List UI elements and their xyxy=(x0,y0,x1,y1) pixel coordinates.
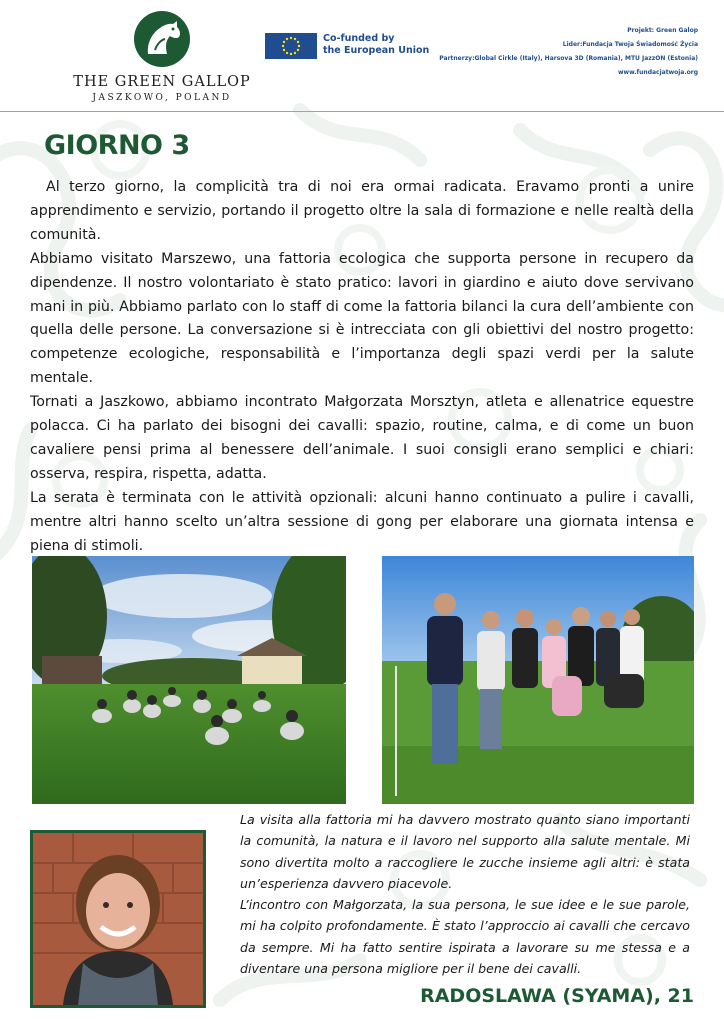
horse-logo-icon xyxy=(133,10,191,68)
paragraph: Abbiamo visitato Marszewo, una fattoria ecologica che supporta persone in recupero da dipendenze. Il nostro volontariato è stato pratico: lavori in giardino e aiuto dove servivano mani in più. Abbiamo parlato con lo staff di come la fattoria bilanci la cura dell’ambiente con quella delle persone. La conversazione si è intrecciata con gli obiettivi del nostro progetto: competenze ecologiche, responsabilità e l’importanza degli spazi verdi per la salute mentale. xyxy=(30,250,694,387)
author-portrait xyxy=(30,830,206,1008)
page-title: GIORNO 3 xyxy=(44,130,190,161)
website-link[interactable]: www.fundacjatwoja.org xyxy=(618,69,698,76)
page-header xyxy=(0,0,724,112)
group-outdoor-photo xyxy=(382,556,694,804)
testimonial-paragraph: L’incontro con Małgorzata, la sua persona, le sue idee e le sue parole, mi ha colpito profondamente. È stato l’approccio ai cavalli che cercavo da sempre. Mi ha fatto sentire ispirata a lavorare su me stessa e a diventare una persona migliore per il bene dei cavalli. xyxy=(240,897,690,977)
project-info xyxy=(398,24,698,80)
brand-location: JASZKOWO, POLAND xyxy=(92,93,232,103)
paragraph: La serata è terminata con le attività opzionali: alcuni hanno continuato a pulire i cavalli, mentre altri hanno scelto un’altra sessione di gong per elaborare una giornata intensa e piena di stimoli. xyxy=(30,489,694,554)
partners-label: Partnerzy:Global Cirkle (Italy), Harsova 3D (Romania), MTU JazzON (Estonia) xyxy=(439,55,698,62)
farm-group-photo xyxy=(32,556,346,804)
brand-name xyxy=(62,74,262,103)
author-signature: RADOSLAWA (SYAMA), 21 xyxy=(420,985,694,1007)
eu-flag-icon xyxy=(265,33,317,59)
eu-text-line1: Co-funded by xyxy=(323,33,395,44)
main-text xyxy=(30,176,694,559)
header-divider xyxy=(0,111,724,112)
paragraph: Al terzo giorno, la complicità tra di noi era ormai radicata. Eravamo pronti a unire apprendimento e servizio, portando il progetto oltre la sala di formazione e nelle realtà della comunità. xyxy=(30,179,694,243)
project-label: Projekt: Green Galop xyxy=(627,27,698,34)
testimonial-text xyxy=(240,809,690,979)
paragraph: Tornati a Jaszkowo, abbiamo incontrato Małgorzata Morsztyn, atleta e allenatrice equestre polacca. Ci ha parlato dei bisogni dei cavalli: spazio, routine, calma, e di come un buon cavaliere pensi prima al benessere dell’animale. I suoi consigli erano semplici e chiari: osserva, respira, rispetta, adatta. xyxy=(30,394,694,482)
testimonial-paragraph: La visita alla fattoria mi ha davvero mostrato quanto siano importanti la comunità, la natura e il lavoro nel supporto alla salute mentale. Mi sono divertita molto a raccogliere le zucche insieme agli altri: è stata un’esperienza davvero piacevole. xyxy=(240,812,690,891)
brand-title: THE GREEN GALLOP xyxy=(73,74,251,90)
leader-label: Lider:Fundacja Twoja Świadomość Życia xyxy=(562,41,698,48)
eu-text-line2: the European Union xyxy=(323,45,430,56)
